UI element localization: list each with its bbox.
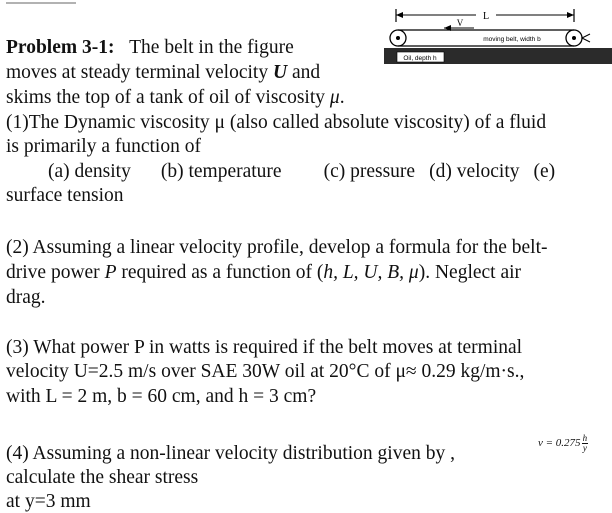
dimension-L-label: L [482, 11, 490, 22]
velocity-formula [538, 434, 588, 453]
symbol-U: U [272, 62, 288, 83]
part3-line-2: velocity U=2.5 m/s over SAE 30W oil at 20°C of μ≈ 0.29 kg/m·s., [6, 361, 525, 382]
top-cropped-edge [6, 0, 76, 4]
problem-intro-line-3: skims the top of a tank of oil of viscosity μ. [6, 87, 345, 108]
part4-line-3: at y=3 mm [6, 491, 91, 512]
option-e: (e) [533, 161, 556, 182]
part3-line-3: with L = 2 m, b = 60 cm, and h = 3 cm? [6, 386, 317, 407]
formula-denominator: y [582, 443, 587, 453]
problem-intro-a: The belt in the figure [129, 37, 294, 58]
part1-line-4: surface tension [6, 185, 124, 206]
part3-line-1: (3) What power P in watts is required if the belt moves at terminal [6, 337, 523, 358]
problem-intro-line-1 [6, 37, 294, 59]
symbol-mu: μ [329, 87, 340, 108]
option-a: (a) density [48, 161, 131, 182]
oil-label: Oil, depth h [403, 55, 437, 62]
part1-options [48, 161, 555, 183]
part4-line-2: calculate the shear stress [6, 467, 199, 488]
belt-figure [384, 0, 612, 70]
part2-line-2: drive power P required as a function of (h, L, U, B, μ). Neglect air [6, 262, 522, 283]
problem-intro-line-2: moves at steady terminal velocity U and [6, 62, 321, 83]
formula-fraction [582, 434, 589, 453]
velocity-V-label: V [456, 18, 464, 28]
part2-line-1: (2) Assuming a linear velocity profile, develop a formula for the belt- [6, 237, 548, 258]
part4-line-1: (4) Assuming a non-linear velocity distribution given by , [6, 443, 455, 464]
belt-diagram [384, 0, 612, 70]
part1-line-1: (1)The Dynamic viscosity μ (also called absolute viscosity) of a fluid [6, 112, 547, 133]
variable-list: h, L, U, B, μ [323, 262, 419, 283]
part1-line-2: is primarily a function of [6, 136, 201, 157]
symbol-P: P [104, 262, 117, 283]
part2-line-3: drag. [6, 287, 46, 308]
formula-lhs: v = 0.275 [538, 437, 581, 450]
formula-numerator: h [582, 433, 588, 443]
belt-label: moving belt, width b [483, 36, 541, 43]
option-d: (d) velocity [429, 161, 520, 182]
problem-title: Problem 3-1: [6, 37, 115, 58]
option-b: (b) temperature [160, 161, 282, 182]
option-c: (c) pressure [323, 161, 416, 182]
